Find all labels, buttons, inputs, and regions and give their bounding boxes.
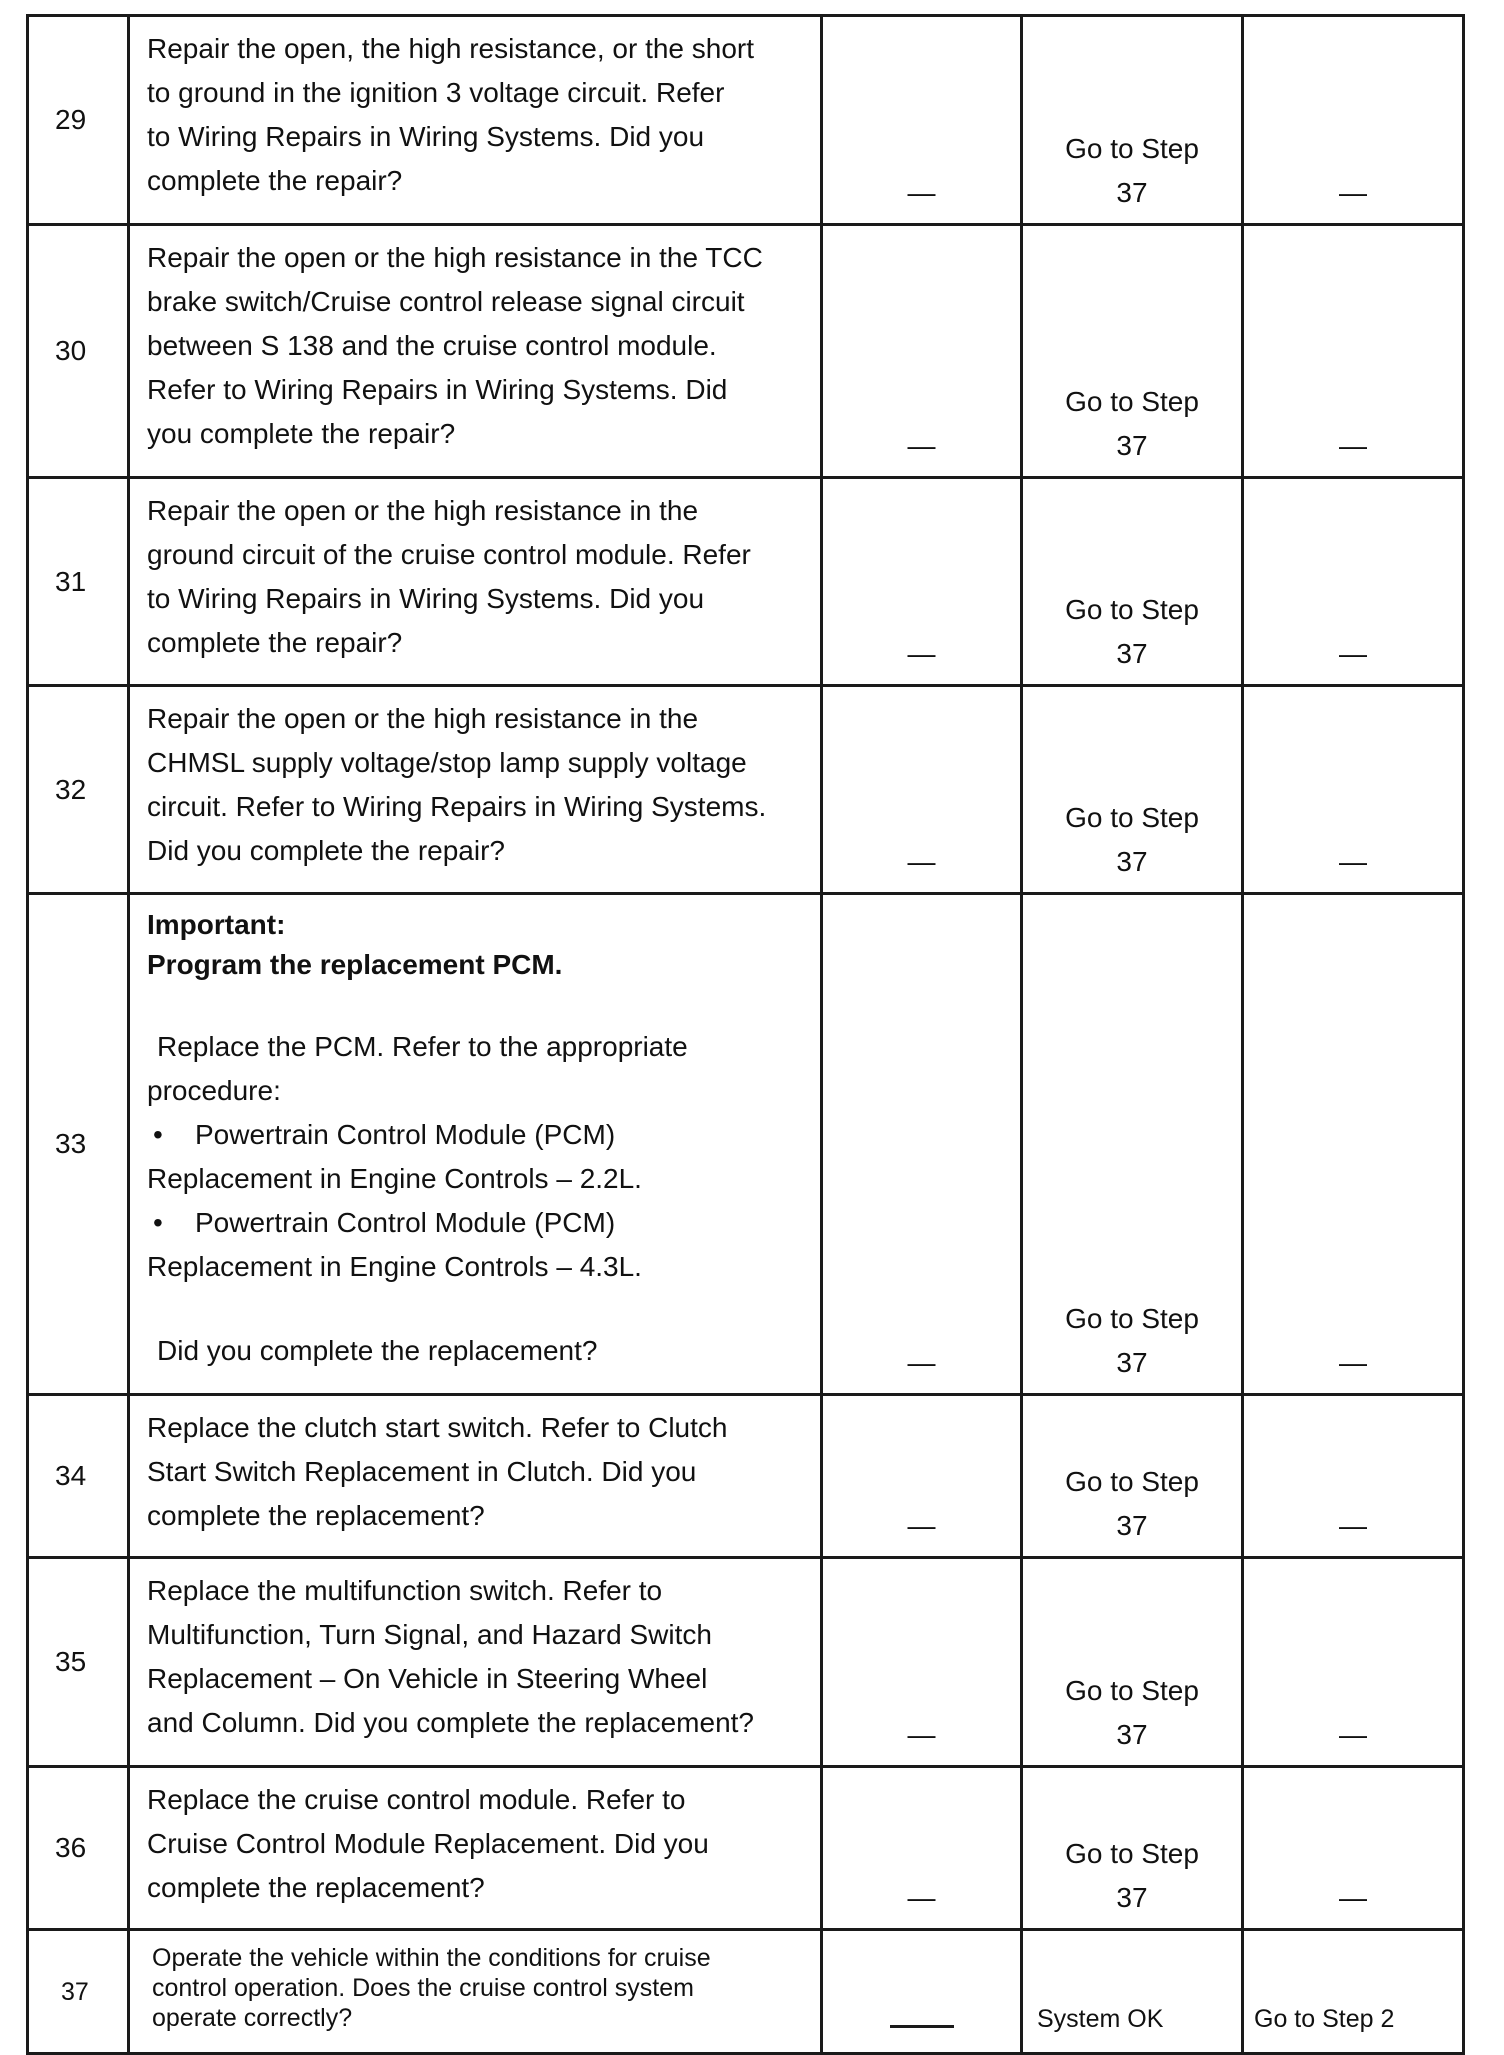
bullet-text: Powertrain Control Module (PCM) [195, 1207, 616, 1238]
bullet-text: Powertrain Control Module (PCM) [195, 1119, 616, 1150]
yes-text: Go to Step [1065, 1303, 1199, 1334]
yes-step: 37 [1116, 1510, 1148, 1541]
bullet-icon: • [153, 1119, 163, 1150]
no-cell: — [1243, 686, 1464, 894]
no-cell: — [1243, 225, 1464, 478]
action-line: Repair the open or the high resistance in the [147, 495, 699, 526]
action-line: Did you complete the replacement? [157, 1335, 598, 1366]
action-line: procedure: [147, 1075, 281, 1106]
yes-step: 37 [1116, 1347, 1148, 1378]
action-cell [129, 1558, 822, 1767]
step-number: 36 [28, 1767, 129, 1930]
action-line: and Column. Did you complete the replacement? [147, 1707, 755, 1738]
value-cell [822, 1930, 1022, 2054]
action-line: to Wiring Repairs in Wiring Systems. Did you [147, 121, 705, 152]
important-label: Important: [147, 909, 286, 940]
no-cell: — [1243, 16, 1464, 225]
action-line: Repair the open, the high resistance, or the short [147, 33, 755, 64]
action-line: complete the replacement? [147, 1872, 485, 1903]
action-cell [129, 1395, 822, 1558]
action-line: Replace the multifunction switch. Refer to [147, 1575, 663, 1606]
bullet-icon: • [153, 1207, 163, 1238]
yes-cell [1022, 1767, 1243, 1930]
action-cell [129, 686, 822, 894]
yes-text: Go to Step [1065, 1466, 1199, 1497]
table-row [28, 1767, 1464, 1930]
action-line: to Wiring Repairs in Wiring Systems. Did you [147, 583, 705, 614]
step-number: 32 [28, 686, 129, 894]
diagnostic-steps-table [26, 14, 1465, 2055]
yes-cell [1022, 1558, 1243, 1767]
yes-step: 37 [1116, 1719, 1148, 1750]
action-line: ground circuit of the cruise control module. Refer [147, 539, 751, 570]
action-line: Operate the vehicle within the conditions for cruise [152, 1944, 711, 1972]
yes-text: Go to Step [1065, 133, 1199, 164]
yes-text: Go to Step [1065, 1675, 1199, 1706]
yes-step: 37 [1116, 177, 1148, 208]
action-line: operate correctly? [152, 2004, 353, 2032]
table-row [28, 1395, 1464, 1558]
table-row [28, 16, 1464, 225]
table-row [28, 686, 1464, 894]
yes-text: Go to Step [1065, 594, 1199, 625]
table-row [28, 894, 1464, 1395]
action-line: complete the repair? [147, 165, 403, 196]
action-line: complete the replacement? [147, 1500, 485, 1531]
value-cell: — [822, 225, 1022, 478]
action-line: Cruise Control Module Replacement. Did you [147, 1828, 709, 1859]
action-line: Replace the clutch start switch. Refer to Clutch [147, 1412, 728, 1443]
action-line: you complete the repair? [147, 418, 456, 449]
step-number: 37 [28, 1930, 129, 2054]
step-number: 30 [28, 225, 129, 478]
yes-step: 37 [1116, 1882, 1148, 1913]
yes-step: 37 [1116, 638, 1148, 669]
table-row [28, 1558, 1464, 1767]
no-cell: — [1243, 478, 1464, 686]
action-line: CHMSL supply voltage/stop lamp supply voltage [147, 747, 747, 778]
action-line: control operation. Does the cruise control system [152, 1974, 694, 2002]
action-line: Replace the cruise control module. Refer to [147, 1784, 686, 1815]
bullet-item [147, 1113, 806, 1157]
action-cell [129, 1930, 822, 2054]
value-cell: — [822, 1767, 1022, 1930]
action-line: brake switch/Cruise control release signal circuit [147, 286, 745, 317]
yes-cell [1022, 225, 1243, 478]
important-text: Program the replacement PCM. [147, 949, 563, 980]
value-cell: — [822, 686, 1022, 894]
value-cell: — [822, 478, 1022, 686]
value-cell: — [822, 1395, 1022, 1558]
yes-step: 37 [1116, 430, 1148, 461]
action-cell [129, 894, 822, 1395]
action-line: Did you complete the repair? [147, 835, 505, 866]
step-number: 34 [28, 1395, 129, 1558]
yes-cell [1022, 1395, 1243, 1558]
yes-text: Go to Step [1065, 1838, 1199, 1869]
action-line: complete the repair? [147, 627, 403, 658]
bullet-item [147, 1201, 806, 1245]
dash-line [890, 2025, 954, 2028]
action-cell [129, 225, 822, 478]
step-number: 35 [28, 1558, 129, 1767]
no-cell: — [1243, 1767, 1464, 1930]
yes-step: 37 [1116, 846, 1148, 877]
action-cell [129, 1767, 822, 1930]
no-cell: — [1243, 894, 1464, 1395]
action-cell [129, 478, 822, 686]
yes-text: Go to Step [1065, 386, 1199, 417]
yes-cell [1022, 478, 1243, 686]
yes-text: System OK [1037, 2005, 1164, 2033]
value-cell: — [822, 894, 1022, 1395]
table-row [28, 478, 1464, 686]
action-line: Refer to Wiring Repairs in Wiring Systems. Did [147, 374, 728, 405]
step-number: 31 [28, 478, 129, 686]
action-line: Replacement in Engine Controls – 4.3L. [147, 1251, 642, 1282]
action-line: circuit. Refer to Wiring Repairs in Wiring Systems. [147, 791, 767, 822]
action-line: Repair the open or the high resistance in the [147, 703, 699, 734]
yes-cell [1022, 894, 1243, 1395]
value-cell: — [822, 16, 1022, 225]
action-line: Start Switch Replacement in Clutch. Did you [147, 1456, 697, 1487]
action-line: Replacement – On Vehicle in Steering Wheel [147, 1663, 708, 1694]
action-line: Repair the open or the high resistance in the TCC [147, 242, 763, 273]
action-line: Replace the PCM. Refer to the appropriate [157, 1031, 688, 1062]
action-line: to ground in the ignition 3 voltage circuit. Refer [147, 77, 725, 108]
action-line: between S 138 and the cruise control module. [147, 330, 717, 361]
action-cell [129, 16, 822, 225]
no-cell: — [1243, 1395, 1464, 1558]
yes-cell [1022, 1930, 1243, 2054]
yes-cell [1022, 16, 1243, 225]
table-row [28, 1930, 1464, 2054]
value-cell: — [822, 1558, 1022, 1767]
no-cell: — [1243, 1558, 1464, 1767]
step-number: 33 [28, 894, 129, 1395]
table-row [28, 225, 1464, 478]
no-cell: Go to Step 2 [1243, 1930, 1464, 2054]
action-line: Multifunction, Turn Signal, and Hazard Switch [147, 1619, 712, 1650]
action-line: Replacement in Engine Controls – 2.2L. [147, 1163, 642, 1194]
yes-cell [1022, 686, 1243, 894]
yes-text: Go to Step [1065, 802, 1199, 833]
step-number: 29 [28, 16, 129, 225]
